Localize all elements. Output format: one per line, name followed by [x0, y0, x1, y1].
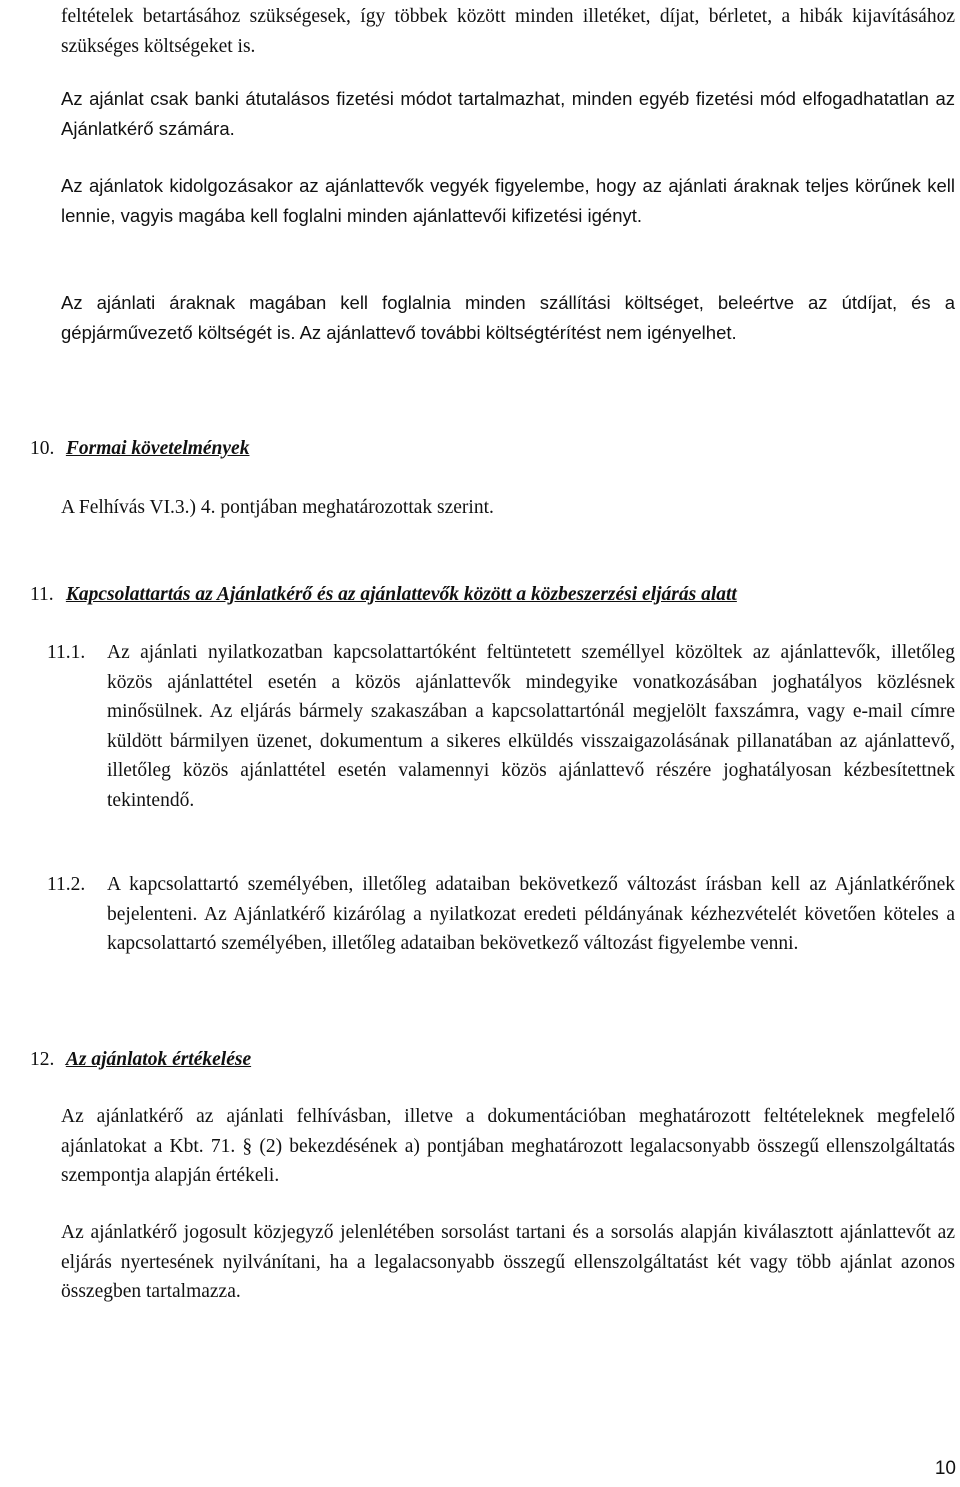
- page-number: 10: [934, 1458, 956, 1479]
- subsection-text: A kapcsolattartó személyében, illetőleg adataiban bekövetkező változást írásban kell az Ajánlatkérőnek bejelenteni. Az Ajánlatkérő kizárólag a nyilatkozat eredeti példányának kézhezvételét követően köteles a kapcsolattartó személyében, illetőleg adataiban bekövetkező változást figyelembe venni.: [107, 874, 955, 954]
- subsection-number: 11.1.: [47, 642, 86, 663]
- paragraph-transport-costs: Az ajánlati áraknak magában kell foglalnia minden szállítási költséget, beleértve az útdíjat, és a gépjárművezető költségét is. Az ajánlattevő további költségtérítést nem igényelhet.: [61, 292, 955, 343]
- subsection-number: 11.2.: [47, 874, 86, 895]
- section-12-title: Az ajánlatok értékelése: [65, 1049, 252, 1070]
- section-10-title: Formai követelmények: [65, 438, 250, 459]
- section-12-heading: [30, 1045, 950, 1074]
- section-10-number: 10.: [30, 438, 55, 459]
- section-11-number: 11.: [30, 584, 54, 605]
- section-12-paragraph-1: Az ajánlatkérő az ajánlati felhívásban, illetve a dokumentációban meghatározott feltételeknek megfelelő ajánlatokat a Kbt. 71. § (2) bekezdésének a) pontjában meghatározott legalacsonyabb összegű ellenszolgáltatás szempontja alapján értékeli.: [61, 1106, 955, 1186]
- section-10-heading: [30, 434, 950, 463]
- subsection-11-1: [47, 638, 955, 815]
- paragraph-costs: feltételek betartásához szükségesek, így többek között minden illetéket, díjat, bérletet, a hibák kijavításához szükséges költségeket is.: [61, 6, 955, 57]
- subsection-11-2: [47, 870, 955, 959]
- section-11-heading: [30, 580, 950, 609]
- subsection-text: Az ajánlati nyilatkozatban kapcsolattartóként feltüntetett személlyel közöltek az ajánlattevők, illetőleg közös ajánlattétel esetén a közös ajánlattevők mindegyike vonatkozásában joghatályos közlésnek minősülnek. Az eljárás bármely szakaszában a kapcsolattartónál megjelölt faxszámra, vagy e-mail címre küldött bármilyen üzenet, dokumentum a sikeres elküldés visszaigazolásának pillanatában az ajánlattevő, illetőleg közös ajánlattétel esetén valamennyi közös ajánlattevő részére joghatályosan kézbesítettnek tekintendő.: [107, 642, 955, 811]
- section-12-paragraph-2: Az ajánlatkérő jogosult közjegyző jelenlétében sorsolást tartani és a sorsolás alapján kiválasztott ajánlattevőt az eljárás nyertesének nyilvánítani, ha a legalacsonyabb összegű ellenszolgáltatást két vagy több ajánlat azonos összegben tartalmazza.: [61, 1222, 955, 1302]
- paragraph-payment-method: Az ajánlat csak banki átutalásos fizetési módot tartalmazhat, minden egyéb fizetési mód elfogadhatatlan az Ajánlatkérő számára.: [61, 88, 955, 139]
- paragraph-offer-prices: Az ajánlatok kidolgozásakor az ajánlattevők vegyék figyelembe, hogy az ajánlati áraknak teljes körűnek kell lennie, vagyis magába kell foglalni minden ajánlattevői kifizetési igényt.: [61, 175, 955, 226]
- section-11-title: Kapcsolattartás az Ajánlatkérő és az ajánlattevők között a közbeszerzési eljárás alatt: [65, 584, 737, 605]
- section-10-text: A Felhívás VI.3.) 4. pontjában meghatározottak szerint.: [61, 497, 494, 518]
- section-12-number: 12.: [30, 1049, 55, 1070]
